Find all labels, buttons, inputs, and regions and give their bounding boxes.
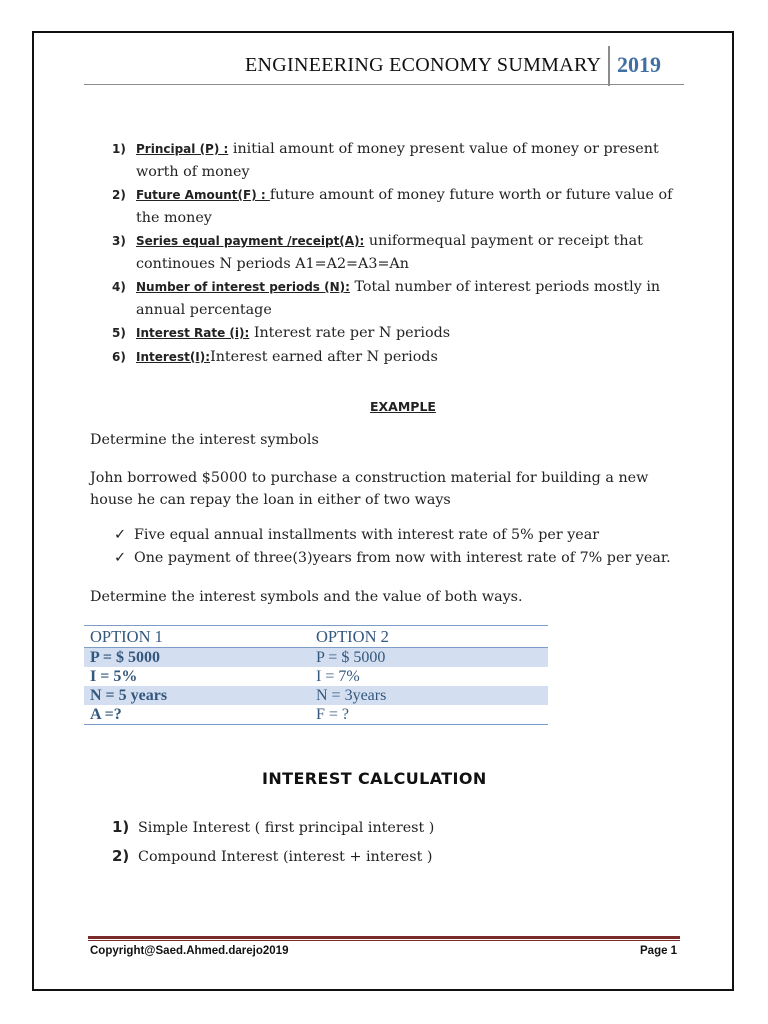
table-cell: N = 5 years bbox=[84, 686, 310, 705]
definition-text: Interest rate per N periods bbox=[249, 325, 451, 341]
payment-options-list bbox=[114, 524, 671, 570]
definition-text: initial amount of money present value of money or present worth of money bbox=[136, 141, 659, 180]
definition-term: Principal (P) : bbox=[136, 142, 229, 156]
definition-term: Interest(I): bbox=[136, 349, 211, 364]
list-text: Simple Interest ( first principal interest ) bbox=[138, 820, 435, 836]
check-icon: ✓ bbox=[114, 550, 126, 566]
table-row bbox=[84, 686, 548, 705]
footer-rule-thin bbox=[88, 940, 680, 941]
payment-option-text: One payment of three(3)years from now with interest rate of 7% per year. bbox=[134, 550, 671, 566]
definition-item bbox=[112, 322, 682, 345]
payment-option bbox=[114, 547, 671, 570]
payment-option bbox=[114, 524, 671, 547]
definition-number: 3) bbox=[112, 234, 126, 248]
definition-term: Interest Rate (i): bbox=[136, 326, 250, 340]
definition-text: future amount of money future worth or future value of the money bbox=[136, 187, 673, 226]
definition-text: Total number of interest periods mostly in annual percentage bbox=[136, 279, 661, 318]
table-cell: P = $ 5000 bbox=[310, 648, 548, 668]
definition-text: Interest earned after N periods bbox=[210, 348, 438, 365]
page-number: Page 1 bbox=[640, 945, 678, 957]
example-question: Determine the interest symbols and the value of both ways. bbox=[90, 589, 523, 605]
document-title: ENGINEERING ECONOMY SUMMARY bbox=[245, 54, 602, 76]
options-table bbox=[84, 625, 548, 725]
table-header-row bbox=[84, 626, 548, 648]
list-item bbox=[112, 842, 434, 871]
example-heading: EXAMPLE bbox=[370, 399, 436, 414]
header-rule bbox=[84, 84, 684, 85]
definition-text: uniformequal payment or receipt that continoues N periods A1=A2=A3=An bbox=[136, 233, 643, 272]
definition-number: 4) bbox=[112, 280, 126, 294]
document-year: 2019 bbox=[617, 52, 661, 77]
table-row bbox=[84, 648, 548, 668]
interest-calculation-heading: INTEREST CALCULATION bbox=[262, 769, 487, 788]
check-icon: ✓ bbox=[114, 527, 126, 543]
definition-number: 5) bbox=[112, 326, 126, 340]
definition-item bbox=[112, 230, 682, 275]
footer-rule bbox=[88, 936, 680, 939]
example-problem: John borrowed $5000 to purchase a construction material for building a new house he can repay the loan in either of two ways bbox=[90, 470, 649, 508]
list-number: 2) bbox=[112, 847, 130, 865]
table-header: OPTION 2 bbox=[310, 626, 548, 648]
footer-copyright: Copyright@Saed.Ahmed.darejo2019 bbox=[90, 945, 289, 957]
definition-item bbox=[112, 276, 682, 321]
definition-term: Number of interest periods (N): bbox=[136, 280, 350, 294]
table-cell: A =? bbox=[84, 705, 310, 725]
interest-calculation-list bbox=[112, 813, 434, 871]
definition-number: 2) bbox=[112, 188, 126, 202]
table-row bbox=[84, 667, 548, 686]
table-cell: I = 7% bbox=[316, 667, 360, 685]
table-cell: I = 5% bbox=[90, 667, 138, 685]
list-number: 1) bbox=[112, 818, 130, 836]
list-item bbox=[112, 813, 434, 842]
definition-term: Future Amount(F) : bbox=[136, 188, 270, 202]
definition-item bbox=[112, 138, 682, 183]
table-header: OPTION 1 bbox=[84, 626, 310, 648]
definition-term: Series equal payment /receipt(A): bbox=[136, 234, 365, 248]
list-text: Compound Interest (interest + interest ) bbox=[138, 849, 433, 865]
table-row bbox=[84, 705, 548, 725]
table-cell: F = ? bbox=[310, 705, 548, 725]
definition-item bbox=[112, 184, 682, 229]
payment-option-text: Five equal annual installments with interest rate of 5% per year bbox=[134, 527, 600, 543]
table-cell: N = 3years bbox=[310, 686, 548, 705]
header-separator bbox=[608, 46, 610, 86]
table-cell: P = $ 5000 bbox=[84, 648, 310, 668]
definition-item bbox=[112, 346, 682, 369]
definition-list bbox=[112, 138, 682, 369]
definition-number: 1) bbox=[112, 142, 126, 156]
example-intro: Determine the interest symbols bbox=[90, 432, 319, 448]
definition-number: 6) bbox=[112, 349, 126, 364]
